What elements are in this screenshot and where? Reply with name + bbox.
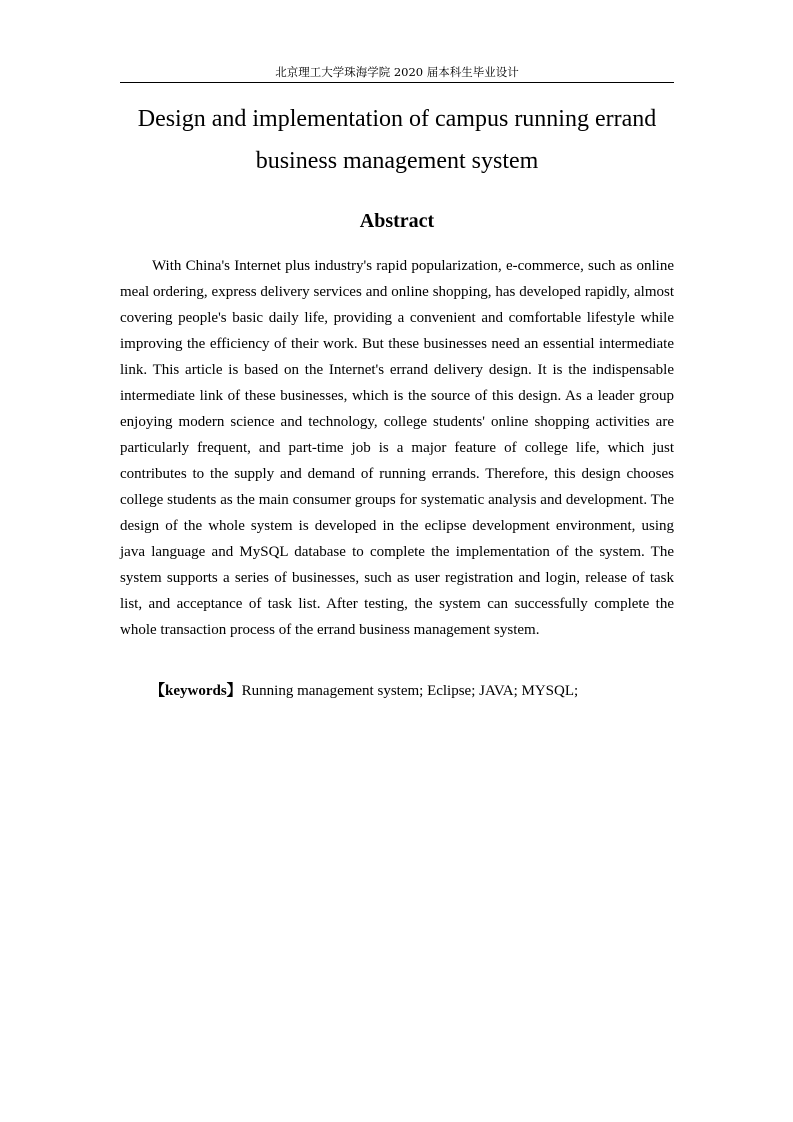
abstract-heading: Abstract bbox=[359, 210, 435, 232]
paper-title bbox=[110, 98, 684, 182]
running-header: 北京理工大学珠海学院 2020 届本科生毕业设计 bbox=[275, 65, 519, 79]
paper-title-line-2: business management system bbox=[255, 148, 539, 174]
abstract-body: With China's Internet plus industry's rapid popularization, e-commerce, such as online meal ordering, express delivery services and online shopping, has developed rapidly, almost covering people's basic daily life, providing a convenient and comfortable lifestyle while improving the efficiency of their work. But these businesses need an essential intermediate link. This article is based on the Internet's errand delivery design. It is the indispensable intermediate link of these businesses, which is the source of this design. As a leader group enjoying modern science and technology, college students' online shopping activities are particularly frequent, and part-time job is a major feature of college life, which just contributes to the supply and demand of running errands. Therefore, this design chooses college students as the main consumer groups for systematic analysis and development. The design of the whole system is developed in the eclipse development environment, using java language and MySQL database to complete the implementation of the system. The system supports a series of businesses, such as user registration and login, release of task list, and acceptance of task list. After testing, the system can successfully complete the whole transaction process of the errand business management system. bbox=[120, 258, 674, 638]
keywords-text: Running management system; Eclipse; JAVA; MYSQL; bbox=[241, 683, 579, 699]
keywords-label: 【keywords】 bbox=[150, 683, 242, 699]
paper-title-line-1: Design and implementation of campus running errand bbox=[137, 106, 657, 132]
keywords-line bbox=[120, 678, 674, 704]
header-rule bbox=[120, 82, 674, 83]
